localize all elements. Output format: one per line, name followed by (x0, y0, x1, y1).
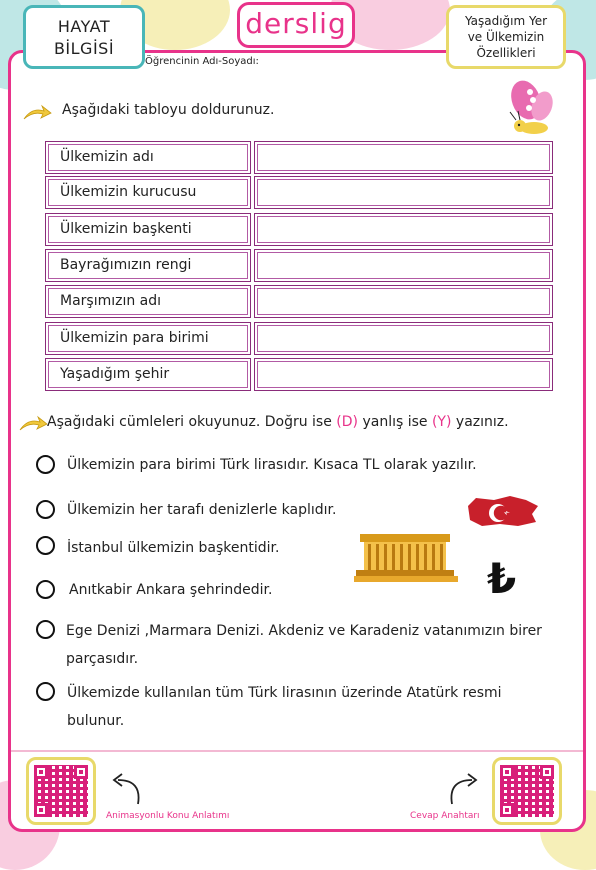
arrow-icon (22, 103, 52, 123)
curved-arrow-left-icon (104, 772, 144, 808)
answer-cell[interactable] (254, 285, 553, 318)
answer-cell[interactable] (254, 322, 553, 355)
answer-cell[interactable] (254, 213, 553, 246)
subject-line-1: HAYAT (57, 17, 111, 36)
table-row (45, 249, 553, 282)
qr-code-left[interactable] (26, 757, 96, 825)
statement: Ege Denizi ,Marmara Denizi. Akdeniz ve Karadeniz vatanımızın birer parçasıdır. (66, 623, 542, 667)
animated-lesson-label[interactable]: Animasyonlu Konu Anlatımı (106, 811, 230, 821)
brand-logo (237, 2, 355, 48)
lira-symbol: ₺ (487, 554, 517, 603)
student-name-label: Öğrencinin Adı-Soyadı: (145, 56, 259, 67)
subject-card (23, 5, 145, 69)
true-mark: (D) (336, 414, 358, 430)
qr-pattern (500, 765, 554, 817)
section1-instruction: Aşağıdaki tabloyu doldurunuz. (62, 102, 275, 118)
statement: İstanbul ülkemizin başkentidir. (67, 540, 280, 556)
statement: Ülkemizin her tarafı denizlerle kaplıdır. (67, 502, 337, 518)
table-row-label: Yaşadığım şehir (45, 358, 251, 391)
answer-circle[interactable] (36, 536, 55, 555)
table-row-label: Ülkemizin başkenti (45, 213, 251, 246)
table-row-label: Ülkemizin adı (45, 141, 251, 174)
qr-pattern (34, 765, 88, 817)
table-row (45, 213, 553, 246)
answer-key-label[interactable]: Cevap Anahtarı (410, 811, 480, 821)
butterfly-icon (500, 78, 556, 144)
anitkabir-image (354, 528, 458, 584)
answer-cell[interactable] (254, 176, 553, 209)
answer-cell[interactable] (254, 249, 553, 282)
qr-code-right[interactable] (492, 757, 562, 825)
answer-cell[interactable] (254, 141, 553, 174)
answer-cell[interactable] (254, 358, 553, 391)
qr-eye (500, 765, 514, 779)
topic-card (446, 5, 566, 69)
statement: Ülkemizde kullanılan tüm Türk lirasının üzerinde Atatürk resmi bulunur. (67, 685, 502, 729)
table-row (45, 285, 553, 318)
table-row (45, 141, 553, 174)
topic-line-2: ve Ülkemizin (467, 30, 545, 44)
instruction-text-pre: Aşağıdaki cümleleri okuyunuz. Doğru ise (47, 414, 337, 430)
table-row-label: Ülkemizin para birimi (45, 322, 251, 355)
table-row (45, 176, 553, 209)
answer-circle[interactable] (36, 620, 55, 639)
statement: Anıtkabir Ankara şehrindedir. (69, 582, 273, 598)
answer-circle[interactable] (36, 500, 55, 519)
topic-line-1: Yaşadığım Yer (464, 14, 548, 28)
table-row-label: Ülkemizin kurucusu (45, 176, 251, 209)
table-row (45, 358, 553, 391)
arrow-icon (18, 414, 48, 434)
turkish-flag-image (466, 492, 540, 530)
answer-circle[interactable] (36, 580, 55, 599)
brand-text: derslig (245, 7, 347, 40)
curved-arrow-right-icon (446, 772, 486, 808)
table-row (45, 322, 553, 355)
instruction-text-mid: yanlış ise (358, 414, 432, 430)
false-mark: (Y) (431, 414, 452, 430)
qr-eye (540, 765, 554, 779)
qr-eye (500, 803, 514, 817)
subject-line-2: BİLGİSİ (53, 39, 115, 58)
qr-eye (34, 765, 48, 779)
answer-circle[interactable] (36, 682, 55, 701)
table-row-label: Bayrağımızın rengi (45, 249, 251, 282)
footer-divider (11, 750, 583, 752)
instruction-text-post: yazınız. (451, 414, 509, 430)
answer-circle[interactable] (36, 455, 55, 474)
table-row-label: Marşımızın adı (45, 285, 251, 318)
qr-eye (74, 765, 88, 779)
section2-instruction (47, 414, 509, 430)
statement: Ülkemizin para birimi Türk lirasıdır. Kısaca TL olarak yazılır. (67, 457, 477, 473)
topic-line-3: Özellikleri (476, 46, 536, 60)
qr-eye (34, 803, 48, 817)
